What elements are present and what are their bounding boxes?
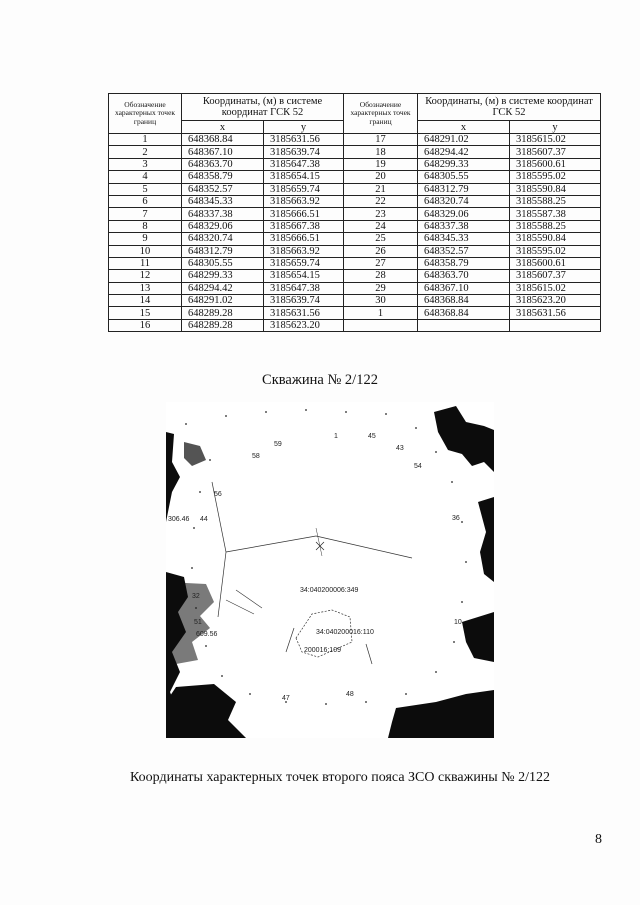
cell-x-right: 648305.55	[418, 171, 510, 183]
map-label-51: 51	[194, 619, 202, 626]
table-row	[109, 208, 601, 220]
cell-point-right: 24	[344, 220, 418, 232]
cell-point-right: 1	[344, 307, 418, 319]
cell-x-left: 648367.10	[182, 146, 264, 158]
cell-point-right: 21	[344, 183, 418, 195]
cell-y-right: 3185607.37	[510, 270, 601, 282]
header-y-left: y	[264, 121, 344, 134]
cell-point-left: 9	[109, 233, 182, 245]
map-label-59: 59	[274, 441, 282, 448]
page-number: 8	[595, 832, 602, 847]
map-label-10: 10	[454, 619, 462, 626]
cell-y-right: 3185590.84	[510, 233, 601, 245]
cell-point-right: 26	[344, 245, 418, 257]
header-point-label-left: Обозначение характерных точек границ	[109, 94, 182, 134]
cell-x-right: 648299.33	[418, 158, 510, 170]
cell-x-left: 648329.06	[182, 220, 264, 232]
cell-y-right	[510, 319, 601, 331]
cell-point-right: 19	[344, 158, 418, 170]
table-row	[109, 195, 601, 207]
cell-point-right: 18	[344, 146, 418, 158]
cell-point-left: 6	[109, 195, 182, 207]
header-point-label-right: Обозначение характерных точек границ	[344, 94, 418, 134]
map-label-cadastral-110: 34:040200016:110	[316, 629, 374, 636]
cell-point-right: 17	[344, 134, 418, 146]
cell-x-right: 648329.06	[418, 208, 510, 220]
cell-point-right: 25	[344, 233, 418, 245]
map-label-36: 36	[452, 515, 460, 522]
cell-point-left: 14	[109, 295, 182, 307]
table-row	[109, 171, 601, 183]
table-row	[109, 282, 601, 294]
cell-x-right	[418, 319, 510, 331]
cell-x-right: 648345.33	[418, 233, 510, 245]
cell-point-right: 23	[344, 208, 418, 220]
map-label-43: 43	[396, 445, 404, 452]
cell-y-right: 3185607.37	[510, 146, 601, 158]
cell-y-right: 3185615.02	[510, 134, 601, 146]
well-title: Скважина № 2/122	[262, 372, 378, 388]
map-label-58: 58	[252, 453, 260, 460]
cell-point-left: 3	[109, 158, 182, 170]
cell-x-left: 648337.38	[182, 208, 264, 220]
cell-x-left: 648358.79	[182, 171, 264, 183]
cell-point-left: 15	[109, 307, 182, 319]
cell-y-left: 3185623.20	[264, 319, 344, 331]
cell-point-right: 30	[344, 295, 418, 307]
cell-y-right: 3185595.02	[510, 171, 601, 183]
cell-point-left: 1	[109, 134, 182, 146]
table-row	[109, 270, 601, 282]
cell-y-left: 3185666.51	[264, 208, 344, 220]
map-label-56: 56	[214, 491, 222, 498]
table-row	[109, 183, 601, 195]
map-label-32: 32	[192, 593, 200, 600]
table-row	[109, 233, 601, 245]
cell-x-right: 648363.70	[418, 270, 510, 282]
cell-x-left: 648299.33	[182, 270, 264, 282]
cell-x-left: 648368.84	[182, 134, 264, 146]
map-label-48: 48	[346, 691, 354, 698]
cell-x-left: 648312.79	[182, 245, 264, 257]
cell-x-left: 648345.33	[182, 195, 264, 207]
table-row	[109, 257, 601, 269]
map-label-cadastral-109: 200016:109	[304, 647, 341, 654]
cell-y-left: 3185647.38	[264, 158, 344, 170]
map-label-47: 47	[282, 695, 290, 702]
cell-y-right: 3185623.20	[510, 295, 601, 307]
cell-y-left: 3185663.92	[264, 245, 344, 257]
table-row	[109, 134, 601, 146]
cell-x-left: 648320.74	[182, 233, 264, 245]
header-x-left: x	[182, 121, 264, 134]
table-row	[109, 146, 601, 158]
cell-x-right: 648367.10	[418, 282, 510, 294]
table-row	[109, 220, 601, 232]
cell-x-left: 648289.28	[182, 319, 264, 331]
cell-y-right: 3185600.61	[510, 158, 601, 170]
cell-point-right: 22	[344, 195, 418, 207]
table-row	[109, 319, 601, 331]
cell-x-right: 648368.84	[418, 307, 510, 319]
cell-point-left: 12	[109, 270, 182, 282]
cell-point-left: 10	[109, 245, 182, 257]
cell-y-left: 3185659.74	[264, 183, 344, 195]
cell-point-right: 20	[344, 171, 418, 183]
cell-y-right: 3185600.61	[510, 257, 601, 269]
cell-x-right: 648368.84	[418, 295, 510, 307]
cell-x-left: 648294.42	[182, 282, 264, 294]
cell-point-left: 7	[109, 208, 182, 220]
map-label-1: 1	[334, 433, 338, 440]
cell-y-left: 3185639.74	[264, 146, 344, 158]
cell-x-left: 648291.02	[182, 295, 264, 307]
cell-y-right: 3185588.25	[510, 195, 601, 207]
cell-y-left: 3185663.92	[264, 195, 344, 207]
cell-x-left: 648363.70	[182, 158, 264, 170]
cell-x-left: 648352.57	[182, 183, 264, 195]
cell-point-right: 29	[344, 282, 418, 294]
table-row	[109, 158, 601, 170]
cell-y-left: 3185639.74	[264, 295, 344, 307]
cell-y-right: 3185615.02	[510, 282, 601, 294]
cell-x-right: 648337.38	[418, 220, 510, 232]
coordinates-table	[108, 93, 601, 332]
cell-y-left: 3185631.56	[264, 307, 344, 319]
cell-point-left: 8	[109, 220, 182, 232]
cell-x-right: 648294.42	[418, 146, 510, 158]
cell-point-right: 28	[344, 270, 418, 282]
cell-y-left: 3185631.56	[264, 134, 344, 146]
cell-x-right: 648358.79	[418, 257, 510, 269]
cell-y-left: 3185654.15	[264, 171, 344, 183]
table-row	[109, 307, 601, 319]
cell-x-right: 648320.74	[418, 195, 510, 207]
cell-x-left: 648289.28	[182, 307, 264, 319]
cell-y-left: 3185654.15	[264, 270, 344, 282]
cell-y-left: 3185667.38	[264, 220, 344, 232]
table-header-row	[109, 94, 601, 121]
map-label-44: 44	[200, 516, 208, 523]
cell-y-right: 3185631.56	[510, 307, 601, 319]
cell-x-right: 648291.02	[418, 134, 510, 146]
table-row	[109, 245, 601, 257]
cell-y-right: 3185590.84	[510, 183, 601, 195]
map-caption: Координаты характерных точек второго пояса ЗСО скважины № 2/122	[130, 770, 550, 785]
cell-point-left: 11	[109, 257, 182, 269]
cell-y-right: 3185595.02	[510, 245, 601, 257]
map-label-cadastral-349: 34:040200006:349	[300, 587, 359, 594]
map-label-609-56: 609.56	[196, 631, 218, 638]
cell-point-right	[344, 319, 418, 331]
cell-y-left: 3185666.51	[264, 233, 344, 245]
cell-x-right: 648312.79	[418, 183, 510, 195]
cell-point-left: 13	[109, 282, 182, 294]
site-plan-map	[166, 402, 494, 738]
table-row	[109, 295, 601, 307]
map-label-54: 54	[414, 463, 422, 470]
cell-point-left: 5	[109, 183, 182, 195]
header-system-left: Координаты, (м) в системе координат ГСК 52	[182, 94, 344, 121]
cell-x-left: 648305.55	[182, 257, 264, 269]
table-body	[109, 134, 601, 332]
cell-y-right: 3185587.38	[510, 208, 601, 220]
header-system-right: Координаты, (м) в системе координат ГСК 52	[418, 94, 601, 121]
cell-point-right: 27	[344, 257, 418, 269]
map-label-306-46: 306.46	[168, 516, 190, 523]
map-label-45: 45	[368, 433, 376, 440]
cell-x-right: 648352.57	[418, 245, 510, 257]
cell-point-left: 4	[109, 171, 182, 183]
cell-point-left: 2	[109, 146, 182, 158]
cell-y-right: 3185588.25	[510, 220, 601, 232]
cell-y-left: 3185647.38	[264, 282, 344, 294]
cell-y-left: 3185659.74	[264, 257, 344, 269]
header-y-right: y	[510, 121, 601, 134]
cell-point-left: 16	[109, 319, 182, 331]
header-x-right: x	[418, 121, 510, 134]
